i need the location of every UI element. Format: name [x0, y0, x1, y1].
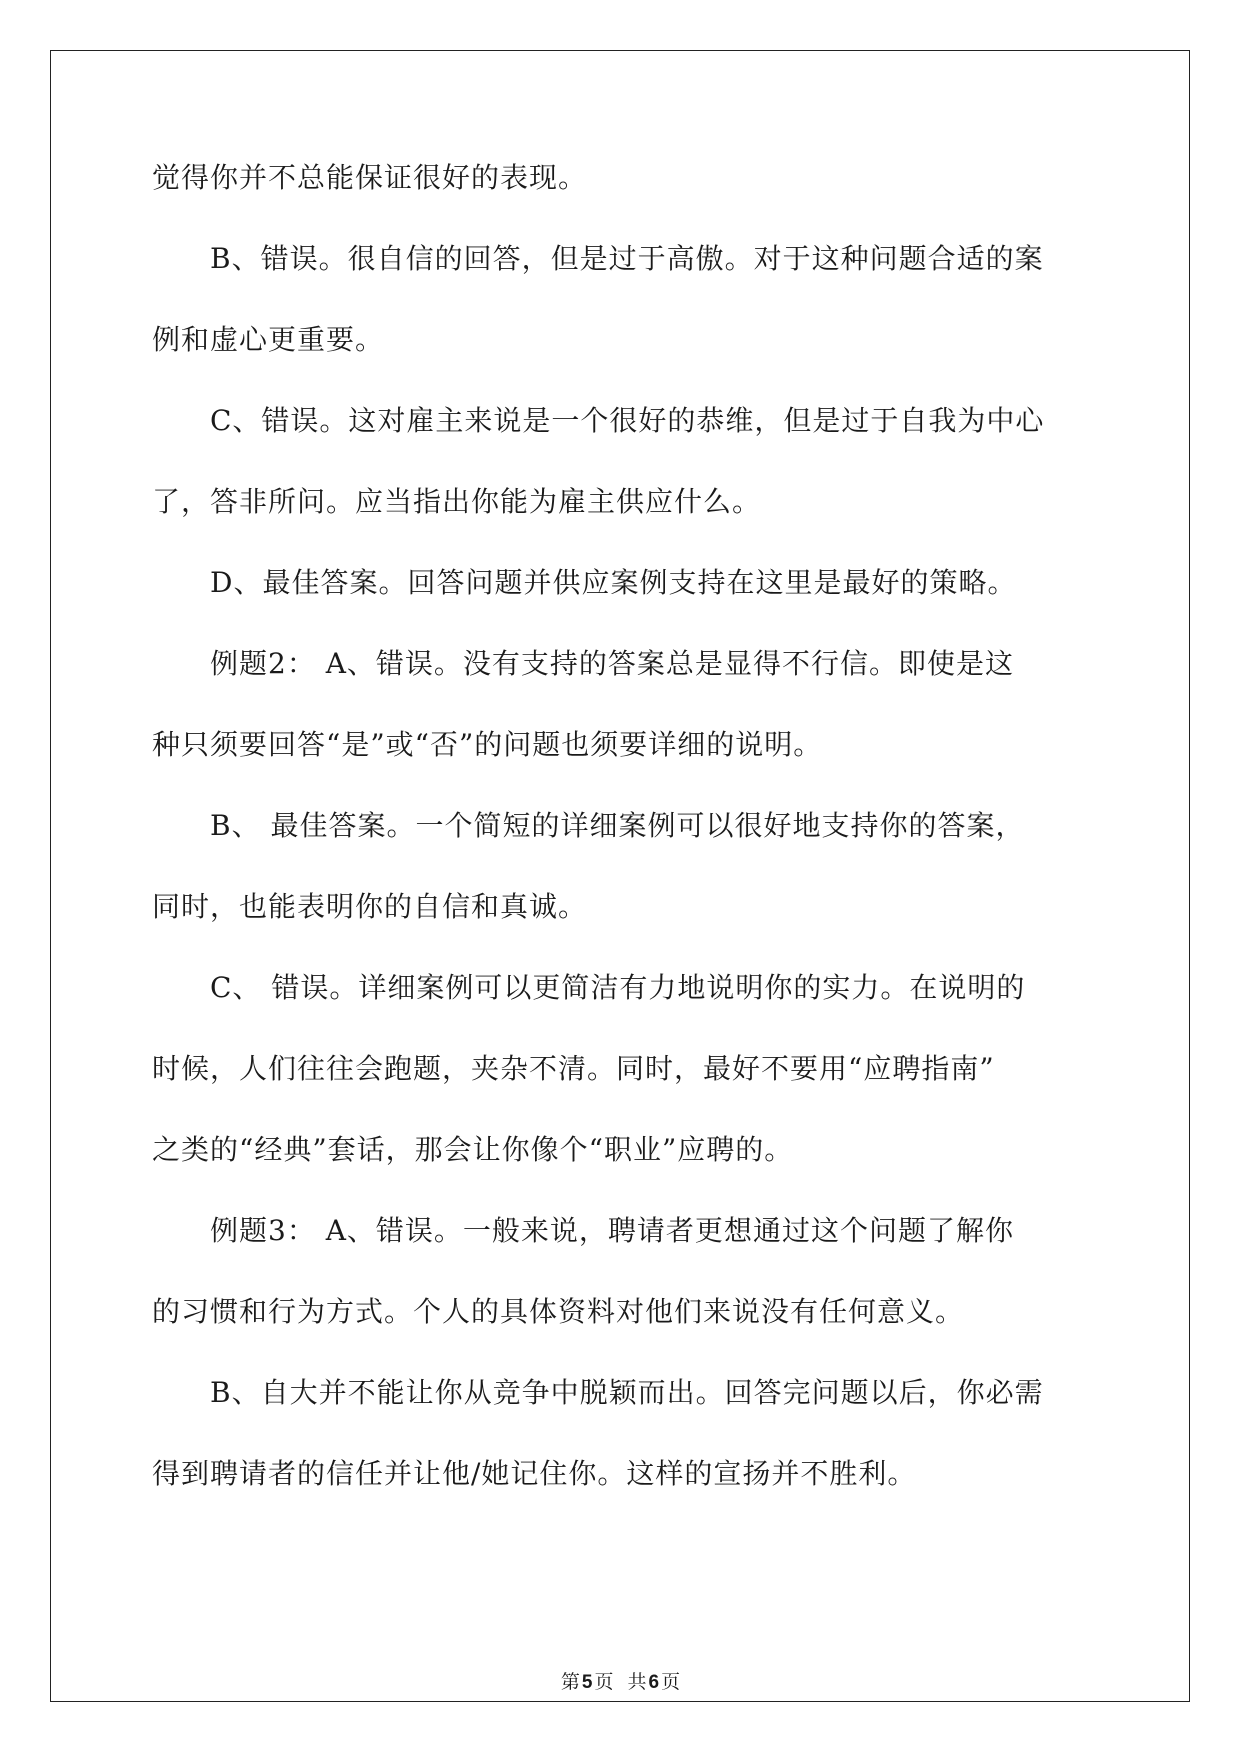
page-suffix: 页	[594, 1671, 614, 1693]
text-line: C、错误。这对雇主来说是一个很好的恭维，但是过于自我为中心	[210, 404, 1045, 437]
text-line: 的习惯和行为方式。个人的具体资料对他们来说没有任何意义。	[152, 1295, 965, 1328]
text-line: 例和虚心更重要。	[152, 323, 385, 356]
text-line: B、 最佳答案。一个简短的详细案例可以很好地支持你的答案，	[210, 809, 1025, 842]
text-line: B、错误。很自信的回答，但是过于高傲。对于这种问题合适的案	[210, 242, 1044, 275]
total-prefix: 共	[627, 1671, 647, 1693]
text-line: 时候，人们往往会跑题，夹杂不清。同时，最好不要用“应聘指南”	[152, 1052, 995, 1085]
text-line: C、 错误。详细案例可以更简洁有力地说明你的实力。在说明的	[210, 971, 1026, 1004]
current-page-number: 5	[581, 1672, 593, 1693]
text-line: 之类的“经典”套话，那会让你像个“职业”应聘的。	[152, 1133, 794, 1166]
document-body	[152, 158, 1088, 1493]
page-footer	[0, 1670, 1241, 1695]
total-suffix: 页	[661, 1671, 681, 1693]
text-line: B、自大并不能让你从竞争中脱颖而出。回答完问题以后，你必需	[210, 1376, 1044, 1409]
text-line: 了，答非所问。应当指出你能为雇主供应什么。	[152, 485, 762, 518]
text-line: 例题3： A、错误。一般来说，聘请者更想通过这个问题了解你	[210, 1214, 1014, 1247]
page-prefix: 第	[560, 1671, 580, 1693]
text-line: 例题2： A、错误。没有支持的答案总是显得不行信。即使是这	[210, 647, 1014, 680]
text-line: 同时，也能表明你的自信和真诚。	[152, 890, 588, 923]
text-line: 种只须要回答“是”或“否”的问题也须要详细的说明。	[152, 728, 823, 761]
text-line: 得到聘请者的信任并让他/她记住你。这样的宣扬并不胜利。	[152, 1457, 917, 1490]
total-pages-number: 6	[648, 1672, 660, 1693]
text-line: 觉得你并不总能保证很好的表现。	[152, 161, 588, 194]
text-line: D、最佳答案。回答问题并供应案例支持在这里是最好的策略。	[210, 566, 1017, 599]
